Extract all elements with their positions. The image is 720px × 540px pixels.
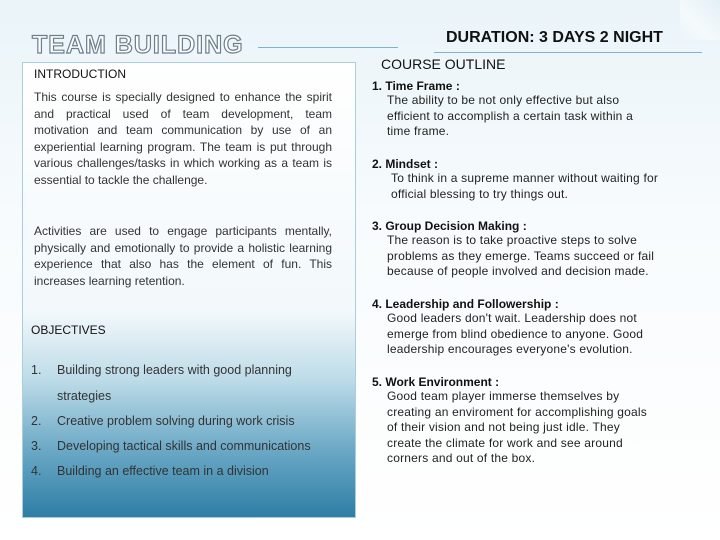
slide-title: TEAM BUILDING [32, 31, 244, 59]
introduction-heading: INTRODUCTION [34, 67, 126, 81]
objective-number: 3. [31, 439, 42, 453]
course-item-title: 4. Leadership and Followership : [372, 297, 559, 311]
objective-number: 1. [31, 363, 42, 377]
objective-text: Creative problem solving during work crisis [57, 414, 295, 428]
objectives-heading: OBJECTIVES [31, 323, 106, 337]
course-item-line: time frame. [387, 124, 450, 139]
course-item-title: 1. Time Frame : [372, 79, 460, 93]
course-item-line: creating an enviroment for accomplishing goals [387, 404, 647, 419]
course-item-leadership-followership [372, 297, 672, 358]
course-item-line: Good team player immerse themselves by [387, 389, 620, 403]
course-item-group-decision-making [372, 219, 672, 280]
course-item-line: The ability to be not only effective but also [387, 93, 620, 107]
course-item-line: efficient to accomplish a certain task within a [387, 108, 633, 123]
course-item-line: emerge from blind obedience to anyone. Good [387, 326, 644, 341]
course-item-title: 5. Work Environment : [372, 375, 500, 389]
introduction-paragraph-2: Activities are used to engage participants mentally, physically and emotionally to provide a holistic learning experience that also has the element of fun. This increases learning retention. [34, 224, 332, 288]
title-divider [258, 47, 398, 48]
course-outline-heading: COURSE OUTLINE [381, 56, 506, 72]
objective-text: Building strong leaders with good planning [57, 363, 292, 377]
course-item-line: Good leaders don't wait. Leadership does not [387, 311, 637, 325]
objective-text-continued: strategies [57, 389, 112, 403]
course-item-line: To think in a supreme manner without waiting for [391, 171, 659, 185]
objective-number: 2. [31, 414, 42, 428]
objective-number: 4. [31, 464, 42, 478]
objective-text: Developing tactical skills and communications [57, 439, 311, 453]
course-item-line: of their vision and not being just idle. They [387, 420, 620, 435]
course-item-mindset [372, 157, 672, 202]
course-item-line: create the climate for work and see around [387, 435, 623, 450]
course-item-line: because of people involved and decision made. [387, 264, 649, 279]
course-item-line: official blessing to try things out. [391, 186, 569, 201]
course-item-line: problems as they emerge. Teams succeed or fail [387, 248, 655, 263]
duration-divider [434, 52, 702, 53]
course-item-line: leadership encourages everyone's evolution. [387, 342, 633, 357]
course-item-line: corners and out of the box. [387, 451, 536, 466]
course-item-title: 2. Mindset : [372, 157, 439, 171]
introduction-paragraph-1: This course is specially designed to enhance the spirit and practical used of team development, team motivation and team communication by use of an experiential learning program. The team is put through various challenges/tasks in which working as a team is essential to tackle the challenge. [34, 90, 332, 187]
course-item-title: 3. Group Decision Making : [372, 219, 527, 233]
course-item-time-frame [372, 79, 672, 140]
objective-text: Building an effective team in a division [57, 464, 269, 478]
course-item-line: The reason is to take proactive steps to solve [387, 233, 637, 247]
corner-decoration [680, 0, 720, 40]
course-item-work-environment [372, 375, 672, 467]
duration-heading: DURATION: 3 DAYS 2 NIGHT [446, 29, 663, 46]
